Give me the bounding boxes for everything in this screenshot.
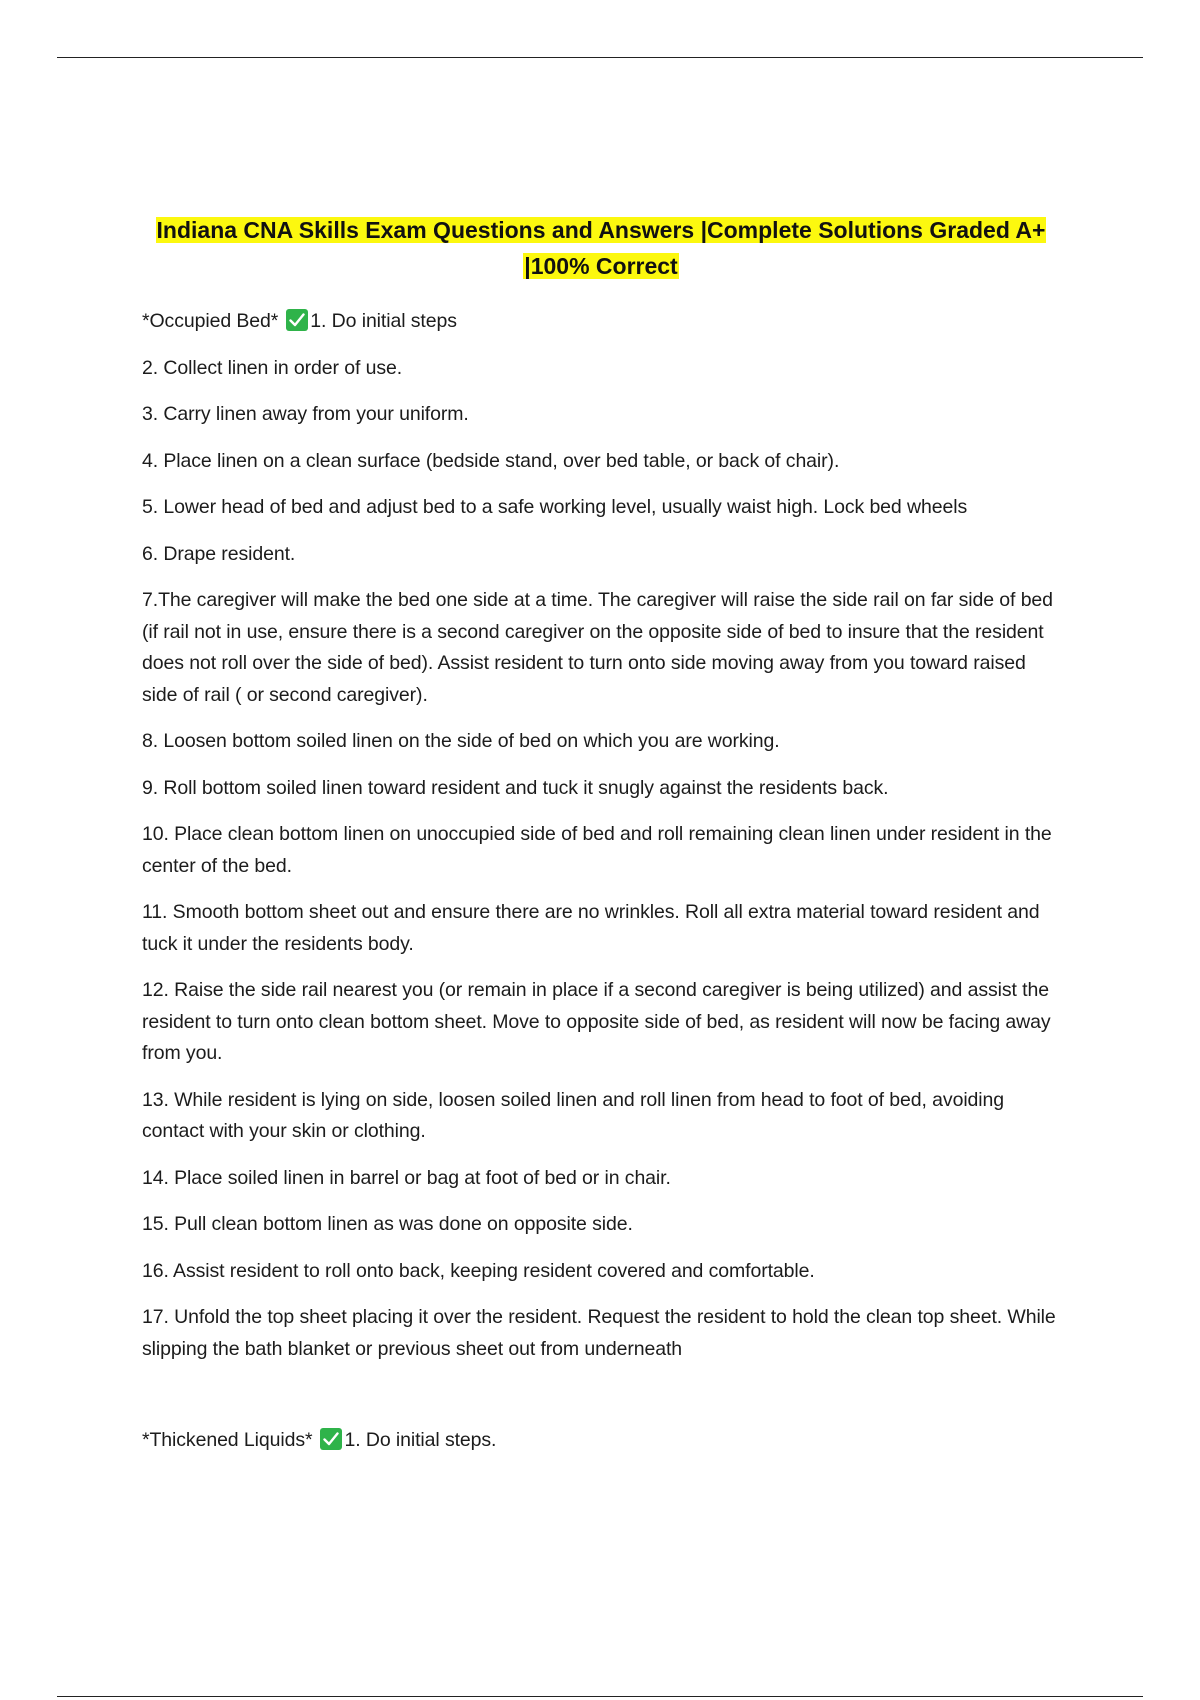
document-body	[142, 212, 1060, 1472]
step-item: 14. Place soiled linen in barrel or bag at foot of bed or in chair.	[142, 1166, 671, 1189]
section-thickened-liquids-heading	[142, 1425, 1060, 1457]
title-line-2: |100% Correct	[524, 253, 678, 279]
step-item: 15. Pull clean bottom linen as was done on opposite side.	[142, 1213, 633, 1235]
check-mark-icon	[286, 309, 308, 331]
step-item: 13. While resident is lying on side, loosen soiled linen and roll linen from head to foot of bed, avoiding contact with your skin or clothing.	[142, 1088, 1005, 1142]
step-item: 10. Place clean bottom linen on unoccupied side of bed and roll remaining clean linen under resident in the center of the bed.	[142, 823, 1052, 877]
bottom-rule	[57, 1696, 1143, 1697]
first-step: 1. Do initial steps.	[344, 1429, 497, 1451]
step-item: 6. Drape resident.	[142, 542, 296, 565]
title-line-1: Indiana CNA Skills Exam Questions and Answers |Complete Solutions Graded A+	[156, 217, 1046, 243]
step-item: 8. Loosen bottom soiled linen on the side of bed on which you are working.	[142, 730, 780, 752]
check-mark-icon	[320, 1428, 342, 1450]
step-item: 11. Smooth bottom sheet out and ensure there are no wrinkles. Roll all extra material toward resident and tuck it under the residents body.	[142, 901, 1040, 955]
step-item: 3. Carry linen away from your uniform.	[142, 403, 469, 425]
first-step: 1. Do initial steps	[310, 310, 457, 332]
step-item: 5. Lower head of bed and adjust bed to a safe working level, usually waist high. Lock bed wheels	[142, 496, 968, 518]
step-item: 9. Roll bottom soiled linen toward resident and tuck it snugly against the residents back.	[142, 776, 889, 799]
step-item: 4. Place linen on a clean surface (bedside stand, over bed table, or back of chair).	[142, 449, 840, 472]
document-title	[142, 212, 1060, 284]
step-item: 2. Collect linen in order of use.	[142, 356, 403, 379]
step-item: 12. Raise the side rail nearest you (or remain in place if a second caregiver is being utilized) and assist the resident to turn onto clean bottom sheet. Move to opposite side of bed, as resident will now be facing away from you.	[142, 979, 1051, 1064]
step-item: 7.The caregiver will make the bed one side at a time. The caregiver will raise the side rail on far side of bed (if rail not in use, ensure there is a second caregiver on the opposite side of bed to insure that the resident does not roll over the side of bed). Assist resident to turn onto side moving away from you toward raised side of rail ( or second caregiver).	[142, 589, 1053, 706]
top-rule	[57, 57, 1143, 58]
section-heading: *Occupied Bed*	[142, 310, 279, 332]
step-item: 16. Assist resident to roll onto back, keeping resident covered and comfortable.	[142, 1259, 815, 1282]
section-occupied-bed-heading	[142, 306, 1060, 338]
step-item: 17. Unfold the top sheet placing it over the resident. Request the resident to hold the clean top sheet. While slipping the bath blanket or previous sheet out from underneath	[142, 1306, 1056, 1360]
section-heading: *Thickened Liquids*	[142, 1429, 313, 1451]
